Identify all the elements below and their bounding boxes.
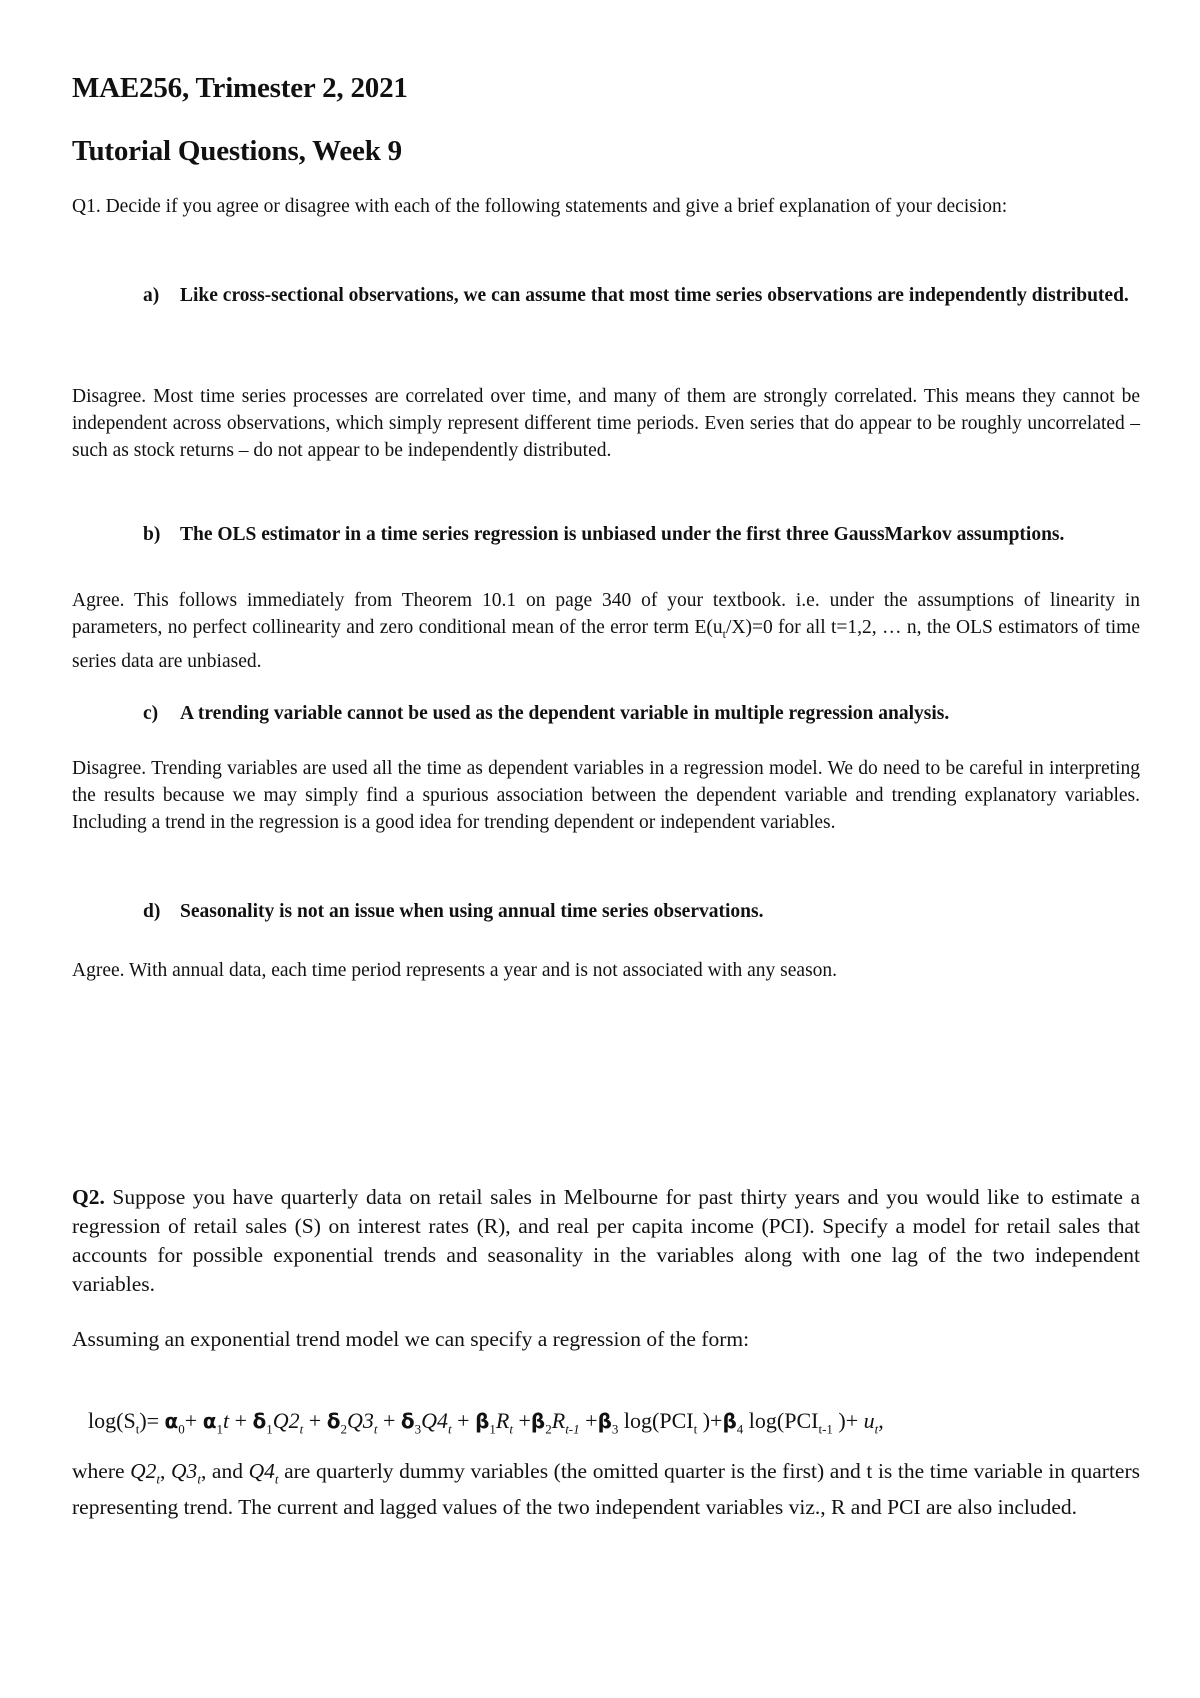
q2-number: Q2. [72, 1185, 105, 1209]
q2-where-explanation: where $Q2_t$, $Q3_t$, and $Q4_t$ are quarterly dummy variables (the omitted quarter is the first) and t is the time variable in quarters representing trend. The current and lagged values of the two independent variables viz., R and PCI are also included. [72, 1459, 1141, 1520]
q1-item-c-answer: Disagree. Trending variables are used all the time as dependent variables in a regression model. We do need to be careful in interpreting the results because we may simply find a spurious association between the dependent variable and trending explanatory variables. Including a trend in the regression is a good idea for trending dependent or independent variables. [72, 758, 1140, 833]
q2-prompt [72, 1183, 1140, 1299]
course-heading: MAE256, Trimester 2, 2021 [72, 72, 408, 104]
q1-item-a-statement [143, 282, 1133, 310]
statement-text: A trending variable cannot be used as the dependent variable in multiple regression analysis. [180, 703, 950, 724]
statement-text: The OLS estimator in a time series regression is unbiased under the first three GaussMarkov assumptions. [180, 524, 1065, 545]
regression-equation: $\log(S_t)= \alpha_0+ \alpha_1t + \delta_1Q2_t + \delta_2Q3_t + \delta_3Q4_t + \beta_1R_t +\beta_2R_{t-1} +\beta_3$ $\log(PCI_t$ )$+\beta_4$ $\log(PCI_{t-1}$ )+ $u_t$, [88, 1408, 884, 1437]
q2-prompt-text: Suppose you have quarterly data on retail sales in Melbourne for past thirty years and you would like to estimate a regression of retail sales (S) on interest rates (R), and real per capita income (PCI). Specify a model for retail sales that accounts for possible exponential trends and seasonality in the variables along with one lag of the two independent variables. [72, 1185, 1140, 1296]
statement-text: Seasonality is not an issue when using annual time series observations. [180, 901, 764, 922]
q1-item-d-statement [143, 898, 1133, 926]
item-label: a) [143, 285, 160, 306]
item-label: d) [143, 901, 161, 922]
q1-prompt: Q1. Decide if you agree or disagree with each of the following statements and give a brief explanation of your decision: [72, 196, 1008, 217]
q2-intro: Assuming an exponential trend model we can specify a regression of the form: [72, 1327, 750, 1351]
answer-text: Agree. This follows immediately from Theorem 10.1 on page 340 of your textbook. i.e. under the assumptions of linearity in parameters, no perfect collinearity and zero conditional mean of the error term E(u [72, 590, 1140, 638]
q1-item-c-statement [143, 700, 1133, 728]
q1-number: Q1 [72, 196, 96, 217]
q1-item-a-answer: Disagree. Most time series processes are correlated over time, and many of them are strongly correlated. This means they cannot be independent across observations, which simply represent different time periods. Even series that do appear to be roughly uncorrelated – such as stock returns – do not appear to be independently distributed. [72, 386, 1140, 461]
subscript: t [722, 626, 726, 641]
q1-item-d-answer: Agree. With annual data, each time period represents a year and is not associated with any season. [72, 960, 838, 981]
q1-prompt-text: Decide if you agree or disagree with each of the following statements and give a brief explanation of your decision: [105, 196, 1008, 217]
tutorial-title: Tutorial Questions, Week 9 [72, 135, 402, 167]
answer-text-cont: /X)=0 for all t=1,2, … n, the OLS estimators of time series data are unbiased. [72, 617, 1140, 672]
item-label: b) [143, 524, 161, 545]
statement-text: Like cross-sectional observations, we can assume that most time series observations are independently distributed. [180, 285, 1129, 306]
q1-item-b-answer [72, 587, 1140, 675]
item-label: c) [143, 703, 159, 724]
q1-item-b-statement [143, 521, 1133, 549]
